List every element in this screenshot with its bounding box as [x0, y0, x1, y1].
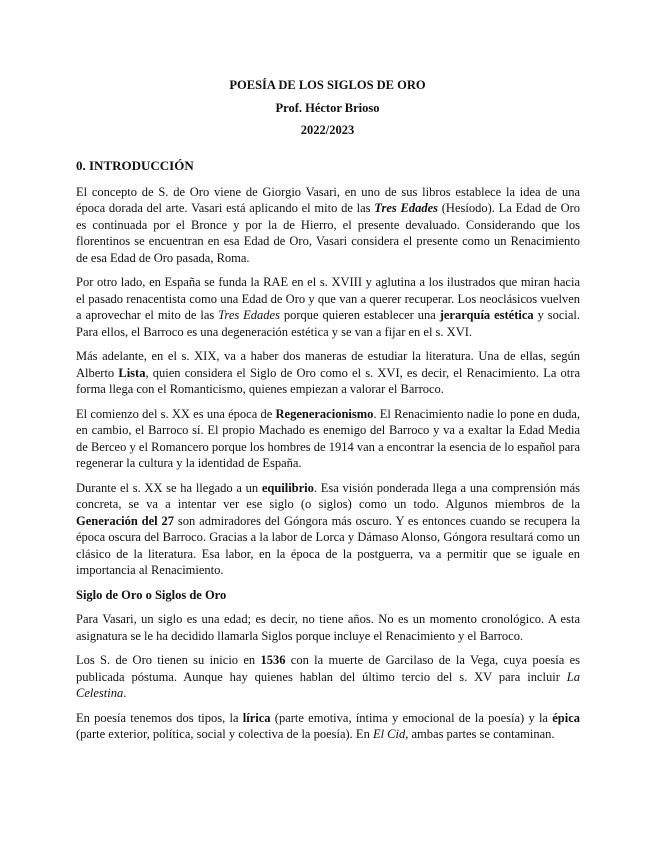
professor-name: Prof. Héctor Brioso	[275, 101, 380, 115]
paragraph-siglo-xx: El comienzo del s. XX es una época de Regeneracionismo. El Renacimiento nadie lo pone en duda, en cambio, el Barroco sí. El propio Machado es enemigo del Barroco y va a exaltar la Edad Media de Berceo y el Romancero porque los hombres de 1914 van a encontrar la esencia de lo español para regenerar la cultura y la identidad de España.	[76, 406, 580, 470]
paragraph-siglo-xix: Más adelante, en el s. XIX, va a haber dos maneras de estudiar la literatura. Una de ellas, según Alberto Lista, quien considera el Siglo de Oro como el s. XVI, es decir, el Renacimiento. La otra forma llega con el Romanticismo, quienes empiezan a valorar el Barroco.	[76, 349, 580, 396]
emphasis-el-cid: El Cid	[372, 727, 406, 741]
paragraph-vasari: El concepto de S. de Oro viene de Giorgio Vasari, en uno de sus libros establece la idea de una época dorada del arte. Vasari está aplicando el mito de las Tres Edades (Hesíodo). La Edad de Oro es continuada por el Bronce y por la de Hierro, el presente devaluado. Considerando que los florentinos se encuentran en esa Edad de Oro, Vasari considera el presente como un Renacimiento de esa Edad de Oro pasada, Roma.	[76, 184, 581, 265]
emphasis-lista: Lista	[118, 365, 146, 380]
paragraph-inicio: Los S. de Oro tienen su inicio en 1536 con la muerte de Garcilaso de la Vega, cuya poesía es publicada póstuma. Aunque hay quienes hablan del último tercio del s. XV para incluir La Celestina.	[76, 653, 580, 700]
document-body	[76, 158, 580, 751]
emphasis-1536: 1536	[260, 653, 286, 667]
section-heading: 0. INTRODUCCIÓN	[76, 158, 194, 173]
document-title: POESÍA DE LOS SIGLOS DE ORO	[229, 78, 426, 92]
emphasis-tres-edades: Tres Edades	[374, 201, 438, 215]
paragraph-equilibrio: Durante el s. XX se ha llegado a un equilibrio. Esa visión ponderada llega a una comprensión más concreta, se va a intentar ver ese siglo (o siglos) como un todo. Algunos miembros de la Generación del 27 son admiradores del Góngora más oscuro. Y es entonces cuando se recupera la época oscura del Barroco. Gracias a la labor de Lorca y Dámaso Alonso, Góngora resultará como un clásico de la literatura. Esa labor, en la época de la postguerra, va a permitir que se iguale en importancia al Renacimiento.	[76, 480, 581, 577]
emphasis-equilibrio: equilibrio	[261, 480, 314, 495]
emphasis-tres-edades-2: Tres Edades	[218, 308, 280, 322]
subsection-heading: Siglo de Oro o Siglos de Oro	[76, 587, 227, 602]
emphasis-regeneracionismo: Regeneracionismo	[275, 406, 374, 421]
academic-year: 2022/2023	[300, 123, 355, 137]
emphasis-lirica: lírica	[242, 710, 271, 725]
emphasis-generacion-27: Generación del 27	[76, 513, 175, 528]
paragraph-tipos-poesia: En poesía tenemos dos tipos, la lírica (parte emotiva, íntima y emocional de la poesía) y la épica (parte exterior, política, social y colectiva de la poesía). En El Cid, ambas partes se contaminan.	[76, 710, 581, 741]
paragraph-rae: Por otro lado, en España se funda la RAE en el s. XVIII y aglutina a los ilustrados que miran hacia el pasado renacentista como una Edad de Oro y que van a querer recuperar. Los neoclásicos vuelven a aprovechar el mito de las Tres Edades porque quieren establecer una jerarquía estética y social. Para ellos, el Barroco es una degeneración estética y se van a fijar en el s. XVI.	[76, 275, 581, 339]
paragraph-siglo-edad: Para Vasari, un siglo es una edad; es decir, no tiene años. No es un momento cronológico. A esta asignatura se le ha decidido llamarla Siglos porque incluye el Renacimiento y el Barroco.	[76, 612, 580, 643]
emphasis-celestina: La Celestina	[76, 669, 580, 700]
emphasis-epica: épica	[552, 710, 581, 725]
emphasis-jerarquia: jerarquía estética	[439, 308, 534, 322]
